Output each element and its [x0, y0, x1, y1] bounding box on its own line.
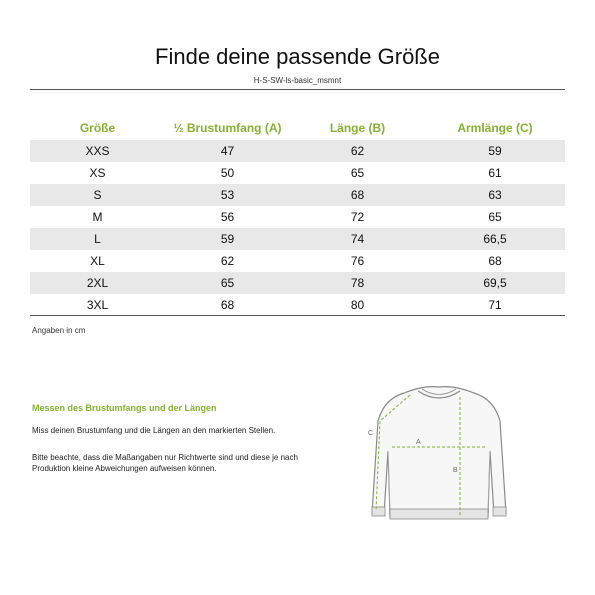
cell-length: 62 — [290, 140, 425, 162]
diagram-label-c: C — [368, 430, 374, 437]
cell-half-chest: 62 — [220, 254, 235, 268]
header-length: Länge (B) — [329, 121, 386, 135]
cell-length: 65 — [350, 166, 365, 180]
measuring-section-title: Messen des Brustumfangs und der Längen — [32, 403, 217, 413]
table-row — [30, 228, 565, 250]
cell-half-chest: 65 — [165, 272, 290, 294]
cell-half-chest: 47 — [165, 140, 290, 162]
cell-sleeve-length: 65 — [488, 210, 502, 224]
cell-half-chest: 50 — [220, 166, 235, 180]
product-code: H-S-SW-ls-basic_msmnt — [253, 76, 342, 85]
table-row — [30, 184, 565, 206]
header-half-chest: ½ Brustumfang (A) — [173, 121, 282, 135]
cell-size: M — [92, 210, 103, 224]
cell-size: XXS — [30, 140, 165, 162]
cell-length: 76 — [350, 254, 365, 268]
table-row — [30, 272, 565, 294]
header-sleeve-length: Armlänge (C) — [457, 121, 533, 135]
cell-sleeve-length: 63 — [425, 184, 565, 206]
divider-bottom — [30, 315, 565, 316]
cell-sleeve-length: 71 — [488, 298, 502, 312]
divider-top — [30, 89, 565, 90]
cell-sleeve-length: 59 — [425, 140, 565, 162]
cell-size: S — [30, 184, 165, 206]
cell-length: 80 — [350, 298, 365, 312]
cell-size: 3XL — [86, 298, 109, 312]
cell-sleeve-length: 61 — [488, 166, 502, 180]
cell-sleeve-length: 66,5 — [425, 228, 565, 250]
diagram-label-a: A — [416, 439, 421, 446]
cell-size: XL — [90, 254, 105, 268]
cell-length: 74 — [290, 228, 425, 250]
cell-size: XS — [89, 166, 106, 180]
size-table-header — [30, 116, 565, 140]
measuring-instruction: Miss deinen Brustumfang und die Längen an den markierten Stellen. — [32, 426, 276, 435]
table-row — [30, 140, 565, 162]
header-size: Größe — [79, 121, 116, 135]
cell-half-chest: 68 — [220, 298, 235, 312]
cell-size: L — [30, 228, 165, 250]
cell-half-chest: 53 — [165, 184, 290, 206]
units-note: Angaben in cm — [32, 326, 86, 335]
sweatshirt-diagram — [354, 375, 524, 535]
page-title: Finde deine passende Größe — [155, 44, 440, 69]
measuring-disclaimer: Bitte beachte, dass die Maßangaben nur Richtwerte sind und diese je nach Produktion kleine Abweichungen aufweisen können. — [32, 453, 298, 473]
cell-sleeve-length: 69,5 — [425, 272, 565, 294]
cell-length: 78 — [290, 272, 425, 294]
table-row — [30, 162, 565, 184]
sweatshirt-illustration — [354, 375, 524, 535]
table-row — [30, 250, 565, 272]
size-table — [30, 116, 565, 316]
cell-half-chest: 59 — [165, 228, 290, 250]
cell-length: 72 — [350, 210, 365, 224]
cell-half-chest: 56 — [220, 210, 235, 224]
cell-sleeve-length: 68 — [488, 254, 502, 268]
table-row — [30, 206, 565, 228]
table-row — [30, 294, 565, 316]
diagram-label-b: B — [453, 467, 458, 474]
cell-length: 68 — [290, 184, 425, 206]
cell-size: 2XL — [30, 272, 165, 294]
